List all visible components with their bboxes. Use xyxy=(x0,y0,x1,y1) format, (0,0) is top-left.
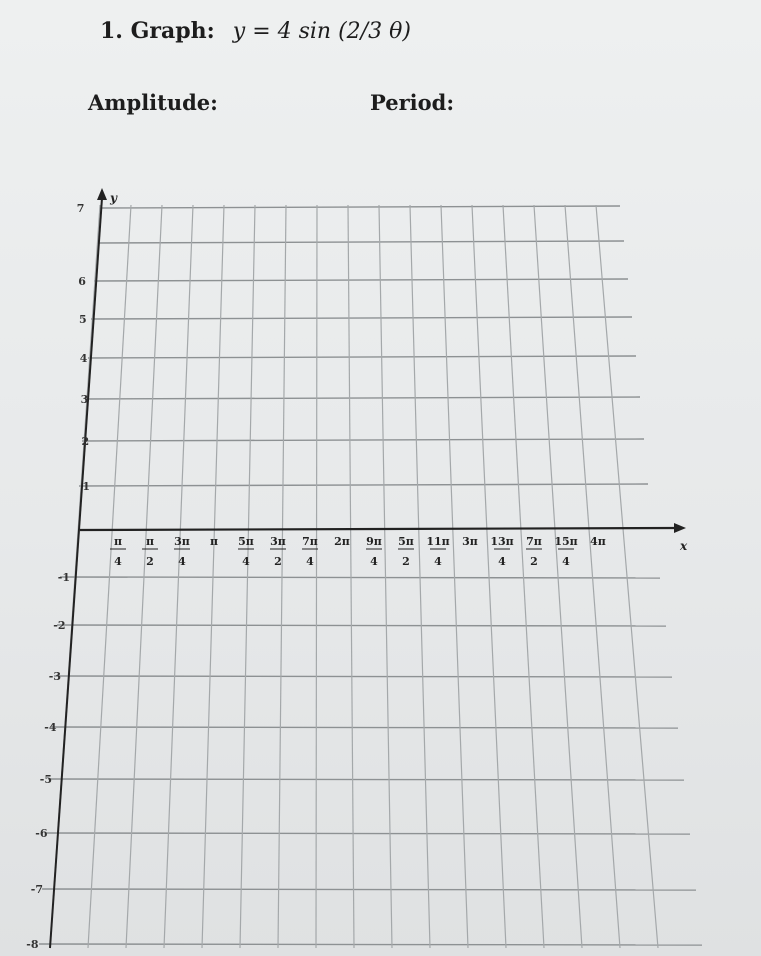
grid-vline xyxy=(202,205,224,948)
grid-hline xyxy=(54,676,672,677)
x-tick-label: 13π xyxy=(490,535,514,548)
y-tick-label: -7 xyxy=(30,883,43,896)
grid-hline xyxy=(79,484,648,486)
y-tick-label: 3 xyxy=(80,393,89,406)
grid-vline xyxy=(534,205,582,948)
y-tick-label: -4 xyxy=(44,721,57,734)
x-tick-denominator: 4 xyxy=(434,555,442,568)
x-tick-label: 5π xyxy=(398,535,414,548)
x-tick-label: 7π xyxy=(526,535,542,548)
amplitude-label: Amplitude: xyxy=(88,90,218,115)
grid-vline xyxy=(379,205,392,948)
x-tick-denominator: 2 xyxy=(530,555,538,568)
x-tick-denominator: 4 xyxy=(114,555,122,568)
grid-hline xyxy=(94,279,628,281)
y-axis-label: y xyxy=(110,191,117,205)
y-tick-label: -5 xyxy=(39,773,52,786)
grid-hline xyxy=(85,397,640,399)
x-tick-label: 3π xyxy=(270,535,286,548)
x-tick-label: 3π xyxy=(174,535,190,548)
y-tick-label: 4 xyxy=(79,352,88,365)
x-tick-label: 3π xyxy=(462,535,478,548)
x-axis-label: x xyxy=(680,539,688,553)
y-tick-label: 7 xyxy=(76,202,85,215)
grid-hline xyxy=(45,833,690,834)
x-tick-label: π xyxy=(145,535,155,548)
x-tick-denominator: 4 xyxy=(178,555,186,568)
problem-label: 1. Graph: xyxy=(100,18,215,44)
grid-hline xyxy=(48,779,684,780)
y-tick-label: -6 xyxy=(35,827,48,840)
y-tick-label: -8 xyxy=(26,938,39,951)
grid-lines xyxy=(39,205,702,948)
grid-hline xyxy=(82,439,644,441)
grid-vline xyxy=(278,205,286,948)
grid-vline xyxy=(441,205,468,948)
x-tick-denominator: 4 xyxy=(306,555,314,568)
x-tick-label: 2π xyxy=(334,535,350,548)
x-tick-denominator: 2 xyxy=(402,555,410,568)
grid-hline xyxy=(42,889,696,890)
grid-hline xyxy=(57,625,666,626)
x-tick-label: π xyxy=(113,535,123,548)
x-tick-label: 5π xyxy=(238,535,254,548)
y-axis-arrow xyxy=(97,188,107,200)
x-axis-arrow xyxy=(674,523,686,533)
x-tick-denominator: 4 xyxy=(562,555,570,568)
x-tick-label: 9π xyxy=(366,535,382,548)
x-tick-denominator: 4 xyxy=(498,555,506,568)
grid-vline xyxy=(316,205,317,948)
grid-hline xyxy=(39,944,702,945)
x-tick-label: π xyxy=(209,535,219,548)
x-tick-denominator: 4 xyxy=(242,555,250,568)
y-tick-label: 1 xyxy=(82,480,90,493)
x-tick-label: 7π xyxy=(302,535,318,548)
grid-hline xyxy=(97,241,624,243)
y-tick-label: 6 xyxy=(78,275,86,288)
grid-vline xyxy=(472,205,506,948)
grid-hline xyxy=(60,577,660,578)
y-tick-label: 5 xyxy=(79,313,87,326)
x-tick-denominator: 2 xyxy=(274,555,282,568)
grid-hline xyxy=(91,317,632,319)
x-tick-label: 4π xyxy=(590,535,606,548)
x-tick-label: 15π xyxy=(554,535,578,548)
grid-vline xyxy=(503,205,544,948)
grid-hline xyxy=(100,206,620,208)
grid-hline xyxy=(88,356,636,358)
grid-vline xyxy=(348,205,354,948)
grid-hline xyxy=(51,727,678,728)
y-tick-label: -3 xyxy=(48,670,61,683)
x-tick-denominator: 2 xyxy=(146,555,154,568)
grid-vline xyxy=(240,205,255,948)
y-tick-label: 2 xyxy=(81,435,90,448)
y-tick-label: -2 xyxy=(53,619,66,632)
x-tick-denominator: 4 xyxy=(370,555,378,568)
grid-vline xyxy=(410,205,430,948)
x-axis xyxy=(80,528,678,530)
y-tick-label: -1 xyxy=(57,571,70,584)
period-label: Period: xyxy=(370,90,455,115)
x-tick-label: 11π xyxy=(426,535,450,548)
problem-equation: y = 4 sin (2/3 θ) xyxy=(232,19,411,44)
